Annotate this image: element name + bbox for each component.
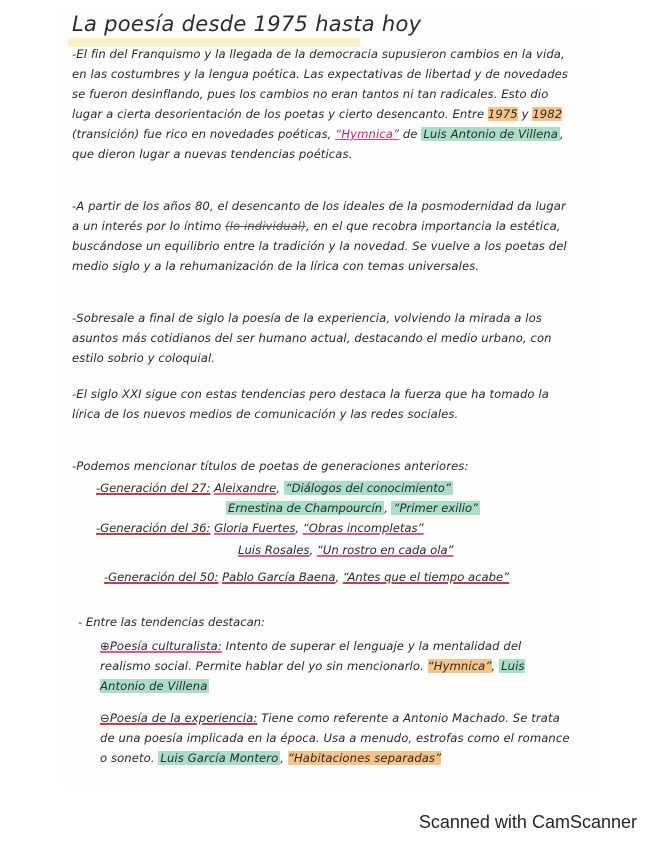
gen50-line: -Generación del 50: Pablo García Baena, “Antes que el tiempo acabe” <box>104 570 510 584</box>
paragraph-transition <box>72 44 572 164</box>
paragraph-generations-intro: -Podemos mencionar títulos de poetas de generaciones anteriores: <box>72 459 469 473</box>
work-habitaciones: “Habitaciones separadas” <box>287 751 442 765</box>
p1-text-b: y <box>517 107 533 121</box>
author-garcia-baena: Pablo García Baena <box>222 570 336 584</box>
work-dialogos: “Diálogos del conocimiento” <box>285 481 451 495</box>
struck-text: (lo individual) <box>225 219 306 233</box>
p1-text-c: (transición) fue rico en novedades poéticas, <box>72 127 336 141</box>
tendency-culturalista: ⊕Poesía culturalista: Intento de superar el lenguaje y la mentalidad del realismo social. Permite hablar del yo sin mencionarlo. “Hymnica”, Luis Antonio de Villena <box>100 639 525 693</box>
experiencia-text: Tiene como referente a Antonio Machado. Se trata de una poesía implicada en la época. Usa a menudo, estrofas como el romance o soneto. <box>100 711 570 765</box>
work-hymnica-2: “Hymnica” <box>427 659 492 673</box>
work-obras-incompletas: “Obras incompletas” <box>302 521 424 535</box>
p1-text-a: -El fin del Franquismo y la llegada de la democracia supusieron cambios en la vida, en las costumbres y la lengua poética. Las expectativas de libertad y de novedades se fueron desinflando, pues los cambios no eran tantos ni tan radicales. Esto dio lugar a cierta desorientación de los poetas y cierto desencanto. Entre <box>72 47 569 121</box>
paragraph-experience: -Sobresale a final de siglo la poesía de la experiencia, volviendo la mirada a los asuntos más cotidianos del ser humano actual, destacando el medio urbano, con estilo sobrio y coloquial. <box>72 311 552 365</box>
page-title: La poesía desde 1975 hasta hoy <box>72 12 422 36</box>
work-un-rostro: “Un rostro en cada ola” <box>316 543 454 557</box>
author-garcia-montero: Luis García Montero <box>160 751 279 765</box>
year-1982: 1982 <box>532 107 563 121</box>
gen36-line-2: Luis Rosales, “Un rostro en cada ola” <box>238 543 454 557</box>
work-hymnica: “Hymnica” <box>335 127 400 141</box>
tendency-experiencia: ⊖Poesía de la experiencia: Tiene como referente a Antonio Machado. Se trata de una poesía implicada en la época. Usa a menudo, estrofas como el romance o soneto. Luis García Montero , “Habitaciones separadas” <box>100 711 570 765</box>
work-antes-que: “Antes que el tiempo acabe” <box>342 570 510 584</box>
gen36-label: -Generación del 36: <box>96 521 211 535</box>
year-1975: 1975 <box>487 107 518 121</box>
p2-text-b: , en el que recobra importancia la estética, buscándose un equilibrio entre la tradición y la novedad. Se vuelve a los poetas del medio siglo y a la rehumanización de la lírica con temas universales. <box>72 219 567 273</box>
gen27-label: -Generación del 27: <box>96 481 211 495</box>
paragraph-xxi: -El siglo XXI sigue con estas tendencias pero destaca la fuerza que ha tomado la lírica de los nuevos medios de comunicación y las redes sociales. <box>72 387 549 421</box>
p1-text-d: de <box>399 127 422 141</box>
gen27-line-2: Ernestina de Champourcín , “Primer exilio” <box>228 501 479 515</box>
author-aleixandre: Aleixandre <box>214 481 277 495</box>
gen50-label: -Generación del 50: <box>104 570 219 584</box>
gen36-line: -Generación del 36: Gloria Fuertes, “Obras incompletas” <box>96 521 424 535</box>
tendencies-intro: - Entre las tendencias destacan: <box>78 615 265 629</box>
experiencia-label: ⊖Poesía de la experiencia: <box>100 711 258 725</box>
author-villena-2: Luis Antonio de Villena <box>100 659 525 693</box>
author-rosales: Luis Rosales <box>238 543 310 557</box>
culturalista-label: ⊕Poesía culturalista: <box>100 639 222 653</box>
p2-text-a: -A partir de los años 80, el desencanto de los ideales de la posmodernidad da lugar a un interés por lo íntimo <box>72 199 566 233</box>
p1-text-e: , que dieron lugar a nuevas tendencias poéticas. <box>72 127 564 161</box>
author-champourcin: Ernestina de Champourcín <box>228 501 383 515</box>
scanner-watermark: Scanned with CamScanner <box>418 812 637 832</box>
work-primer-exilio: “Primer exilio” <box>393 501 479 515</box>
culturalista-text: Intento de superar el lenguaje y la mentalidad del realismo social. Permite hablar del yo sin mencionarlo. <box>100 639 522 673</box>
gen27-line: -Generación del 27: Aleixandre, “Diálogos del conocimiento” <box>96 481 451 495</box>
author-villena: Luis Antonio de Villena <box>423 127 559 141</box>
paragraph-80s <box>72 196 572 276</box>
author-fuertes: Gloria Fuertes <box>214 521 296 535</box>
